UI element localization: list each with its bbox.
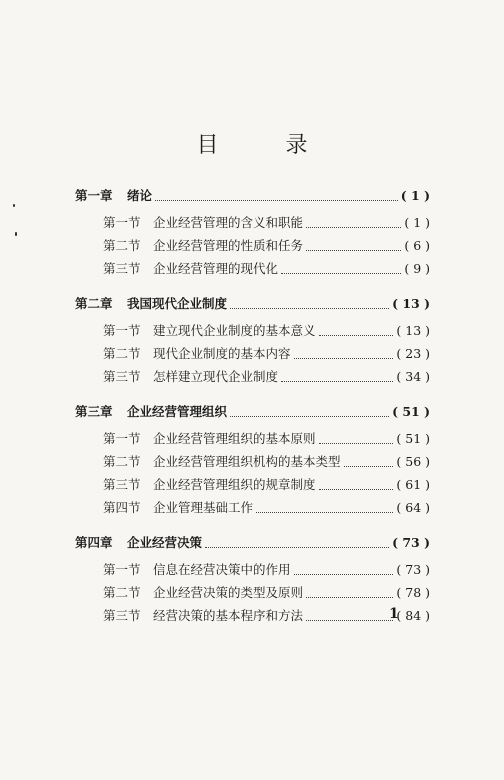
table-of-contents: [75, 186, 430, 641]
section-title: 怎样建立现代企业制度: [153, 369, 279, 384]
section-entry: [75, 583, 430, 606]
chapter-number: 第四章: [75, 535, 113, 550]
section-number: 第三节: [103, 369, 141, 384]
chapter-block: [75, 533, 430, 629]
section-entry: [75, 321, 430, 344]
dot-leader: [205, 547, 389, 548]
page-reference: ( 13 ): [396, 323, 430, 338]
chapter-title: 企业经营管理组织: [127, 404, 228, 419]
section-number: 第一节: [103, 562, 141, 577]
toc-title: 目 录: [196, 133, 338, 158]
section-entry: [75, 560, 430, 583]
page-reference: ( 6 ): [404, 238, 430, 253]
page-reference: ( 13 ): [392, 296, 430, 311]
page-reference: ( 51 ): [392, 404, 430, 419]
dot-leader: [344, 466, 394, 467]
page-reference: ( 61 ): [396, 477, 430, 492]
section-entry: [75, 606, 430, 629]
page-reference: ( 56 ): [396, 454, 430, 469]
section-title: 现代企业制度的基本内容: [153, 346, 291, 361]
section-number: 第一节: [103, 431, 141, 446]
dot-leader: [256, 512, 393, 513]
dot-leader: [306, 227, 401, 228]
page-reference: ( 9 ): [404, 261, 430, 276]
section-entry: [75, 498, 430, 521]
chapter-block: [75, 294, 430, 390]
section-entry: [75, 344, 430, 367]
section-title: 企业经营管理组织的规章制度: [153, 477, 316, 492]
page-reference: ( 1 ): [404, 215, 430, 230]
dot-leader: [319, 443, 394, 444]
section-title: 经营决策的基本程序和方法: [153, 608, 304, 623]
section-number: 第二节: [103, 454, 141, 469]
section-entry: [75, 475, 430, 498]
section-entry: [75, 236, 430, 259]
section-title: 信息在经营决策中的作用: [153, 562, 291, 577]
section-number: 第二节: [103, 585, 141, 600]
chapter-block: [75, 402, 430, 521]
dot-leader: [294, 574, 394, 575]
dot-leader: [281, 381, 393, 382]
chapter-title: 绪论: [127, 188, 153, 203]
section-entry: [75, 367, 430, 390]
page-reference: ( 73 ): [392, 535, 430, 550]
dot-leader: [306, 250, 401, 251]
section-title: 企业经营决策的类型及原则: [153, 585, 304, 600]
page-reference: ( 34 ): [396, 369, 430, 384]
chapter-number: 第一章: [75, 188, 113, 203]
dot-leader: [155, 200, 398, 201]
dot-leader: [230, 308, 389, 309]
section-number: 第四节: [103, 500, 141, 515]
section-entry: [75, 213, 430, 236]
chapter-entry: [75, 294, 430, 317]
section-entry: [75, 452, 430, 475]
section-title: 企业经营管理的含义和职能: [153, 215, 304, 230]
chapter-entry: [75, 402, 430, 425]
page-reference: ( 1 ): [400, 188, 430, 203]
page-reference: ( 23 ): [396, 346, 430, 361]
section-number: 第一节: [103, 323, 141, 338]
page-reference: ( 51 ): [396, 431, 430, 446]
page-number: 1: [389, 606, 399, 622]
section-title: 企业经营管理的现代化: [153, 261, 279, 276]
page-reference: ( 64 ): [396, 500, 430, 515]
chapter-block: [75, 186, 430, 282]
section-entry: [75, 259, 430, 282]
dot-leader: [306, 597, 393, 598]
section-title: 企业经营管理组织的基本原则: [153, 431, 316, 446]
section-entry: [75, 429, 430, 452]
section-title: 建立现代企业制度的基本意义: [153, 323, 316, 338]
page-reference: ( 78 ): [396, 585, 430, 600]
chapter-title: 企业经营决策: [127, 535, 203, 550]
section-title: 企业经营管理的性质和任务: [153, 238, 304, 253]
dot-leader: [281, 273, 401, 274]
section-number: 第三节: [103, 261, 141, 276]
chapter-entry: [75, 186, 430, 209]
dot-leader: [230, 416, 389, 417]
chapter-number: 第二章: [75, 296, 113, 311]
section-number: 第三节: [103, 477, 141, 492]
section-title: 企业管理基础工作: [153, 500, 254, 515]
page-reference: ( 73 ): [396, 562, 430, 577]
dot-leader: [294, 358, 394, 359]
section-title: 企业经营管理组织机构的基本类型: [153, 454, 341, 469]
chapter-number: 第三章: [75, 404, 113, 419]
dot-leader: [319, 335, 394, 336]
dot-leader: [306, 620, 393, 621]
dot-leader: [319, 489, 394, 490]
section-number: 第二节: [103, 238, 141, 253]
section-number: 第一节: [103, 215, 141, 230]
scan-speck: [13, 204, 15, 207]
chapter-entry: [75, 533, 430, 556]
section-number: 第二节: [103, 346, 141, 361]
page-reference: ( 84 ): [396, 608, 430, 623]
section-number: 第三节: [103, 608, 141, 623]
chapter-title: 我国现代企业制度: [127, 296, 228, 311]
scan-speck: [15, 232, 17, 236]
